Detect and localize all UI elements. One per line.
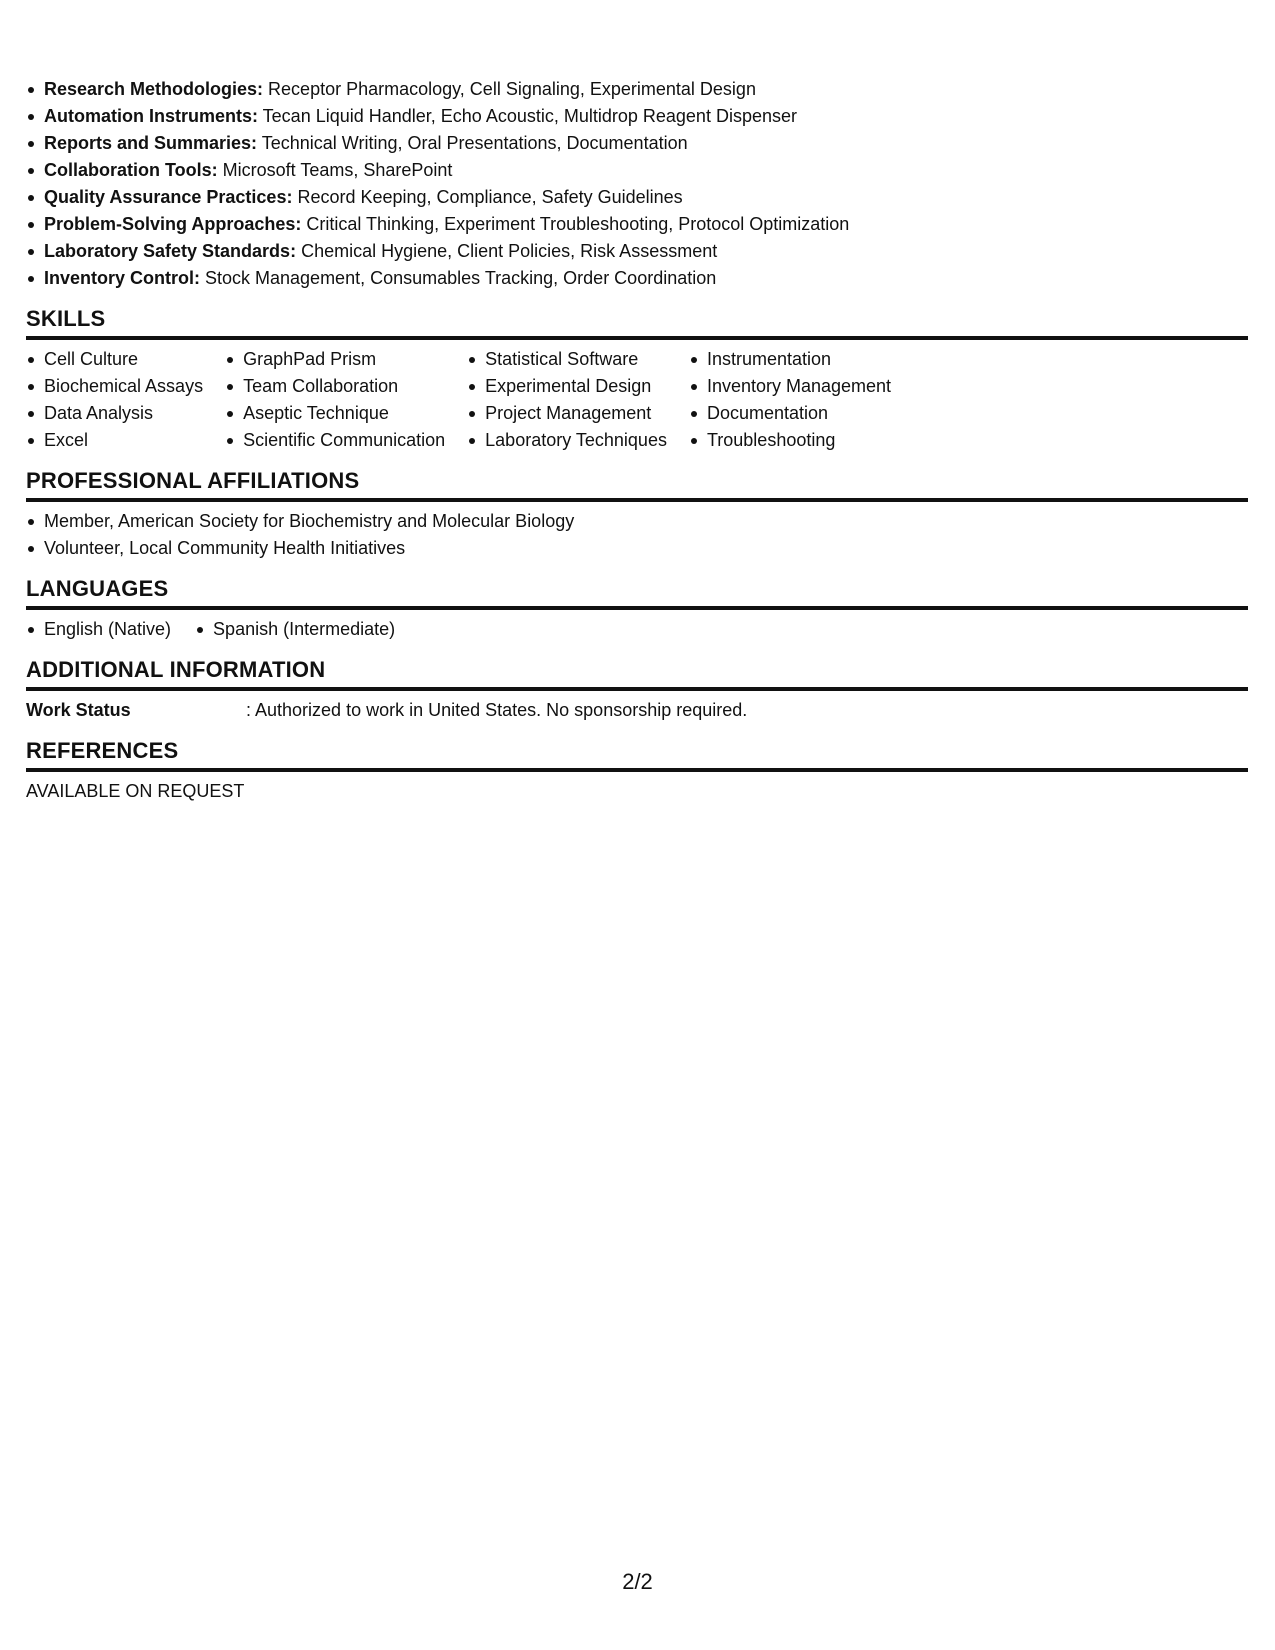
references-section	[26, 738, 1248, 805]
skill-item: Project Management	[467, 400, 667, 427]
affiliation-item: Volunteer, Local Community Health Initiatives	[26, 535, 1248, 562]
skills-column-1	[26, 346, 203, 454]
skills-column-3	[467, 346, 667, 454]
list-item	[26, 76, 1248, 103]
work-status-value: : Authorized to work in United States. No sponsorship required.	[246, 700, 748, 720]
skill-item: Excel	[26, 427, 203, 454]
skill-item: Cell Culture	[26, 346, 203, 373]
skill-item: Data Analysis	[26, 400, 203, 427]
resume-page	[26, 76, 1248, 805]
competency-label: Reports and Summaries:	[44, 133, 258, 153]
skill-item: GraphPad Prism	[225, 346, 445, 373]
additional-information-section	[26, 657, 1248, 724]
section-title-languages: LANGUAGES	[26, 576, 1248, 610]
skills-grid	[26, 346, 1248, 454]
skill-item: Statistical Software	[467, 346, 667, 373]
competency-label: Automation Instruments:	[44, 106, 258, 126]
competency-value: Technical Writing, Oral Presentations, Documentation	[257, 133, 688, 153]
skill-item: Biochemical Assays	[26, 373, 203, 400]
list-item	[26, 265, 1248, 292]
skills-column-2	[225, 346, 445, 454]
competency-value: Receptor Pharmacology, Cell Signaling, Experimental Design	[263, 79, 756, 99]
skill-item: Laboratory Techniques	[467, 427, 667, 454]
competencies-list	[26, 76, 1248, 292]
competency-value: Critical Thinking, Experiment Troubleshooting, Protocol Optimization	[301, 214, 850, 234]
affiliation-item: Member, American Society for Biochemistry and Molecular Biology	[26, 508, 1248, 535]
list-item	[26, 157, 1248, 184]
competency-label: Problem-Solving Approaches:	[44, 214, 302, 234]
skill-item: Aseptic Technique	[225, 400, 445, 427]
list-item	[26, 130, 1248, 157]
skill-item: Documentation	[689, 400, 891, 427]
skill-item: Team Collaboration	[225, 373, 445, 400]
competency-label: Inventory Control:	[44, 268, 200, 288]
work-status-row	[26, 697, 1248, 724]
competency-value: Microsoft Teams, SharePoint	[217, 160, 453, 180]
section-title-additional-information: ADDITIONAL INFORMATION	[26, 657, 1248, 691]
work-status-label: Work Status	[26, 700, 131, 720]
list-item	[26, 211, 1248, 238]
references-text: AVAILABLE ON REQUEST	[26, 781, 245, 801]
competency-value: Record Keeping, Compliance, Safety Guidelines	[292, 187, 683, 207]
language-item: English (Native)	[26, 616, 171, 643]
list-item	[26, 103, 1248, 130]
competency-value: Tecan Liquid Handler, Echo Acoustic, Multidrop Reagent Dispenser	[258, 106, 797, 126]
competency-value: Stock Management, Consumables Tracking, Order Coordination	[200, 268, 717, 288]
skill-item: Inventory Management	[689, 373, 891, 400]
skill-item: Scientific Communication	[225, 427, 445, 454]
page-number: 2/2	[622, 1569, 653, 1594]
section-title-skills: SKILLS	[26, 306, 1248, 340]
skills-column-4	[689, 346, 891, 454]
languages-section	[26, 576, 1248, 643]
affiliations-section	[26, 468, 1248, 562]
language-item: Spanish (Intermediate)	[195, 616, 395, 643]
competency-label: Research Methodologies:	[44, 79, 264, 99]
languages-list	[26, 616, 1248, 643]
skills-section	[26, 306, 1248, 454]
competency-label: Laboratory Safety Standards:	[44, 241, 297, 261]
section-title-references: REFERENCES	[26, 738, 1248, 772]
section-title-affiliations: PROFESSIONAL AFFILIATIONS	[26, 468, 1248, 502]
competency-value: Chemical Hygiene, Client Policies, Risk Assessment	[296, 241, 718, 261]
list-item	[26, 238, 1248, 265]
list-item	[26, 184, 1248, 211]
competency-label: Quality Assurance Practices:	[44, 187, 293, 207]
affiliations-list	[26, 508, 1248, 562]
skill-item: Experimental Design	[467, 373, 667, 400]
competency-label: Collaboration Tools:	[44, 160, 218, 180]
skill-item: Instrumentation	[689, 346, 891, 373]
skill-item: Troubleshooting	[689, 427, 891, 454]
